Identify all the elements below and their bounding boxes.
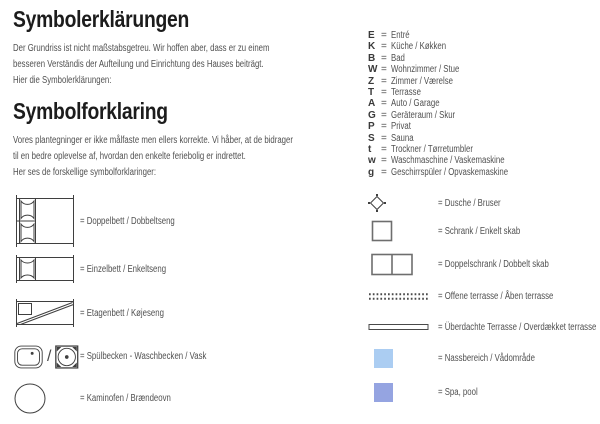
abbr-letter: A [368, 98, 376, 110]
wood-stove-icon [13, 383, 49, 414]
abbr-text: Geräteraum / Skur [391, 109, 456, 121]
legend-row-bunk-bed [13, 298, 188, 328]
legend-label: = Nassbereich / Vådområde [438, 353, 535, 364]
abbr-letter: S [368, 132, 375, 144]
abbr-row-terrasse [368, 87, 541, 98]
abbr-letter: G [368, 109, 376, 121]
abbr-row-sauna [368, 133, 541, 144]
equals-sign: = [381, 155, 387, 167]
sink-basin-icon [13, 342, 44, 372]
intro-line: Hier die Symbolerklärungen: [13, 75, 112, 86]
covered-terrace-icon [368, 323, 430, 331]
slash-separator: / [47, 347, 52, 365]
abbr-text: Wohnzimmer / Stue [391, 64, 460, 76]
abbr-row-waschmaschine [368, 155, 541, 166]
intro-line: til en bedre oplevelse af, hvordan den enkelte feriebolig er indrettet. [13, 151, 246, 162]
abbr-row-geraeteraum [368, 110, 541, 121]
abbr-row-bad [368, 53, 541, 64]
intro-line: besseren Verständis der Aufteilung und Einrichtung des Hauses beiträgt. [13, 59, 264, 70]
equals-sign: = [381, 98, 387, 110]
abbr-letter: W [368, 64, 378, 76]
legend-label: = Doppelbett / Dobbeltseng [80, 215, 175, 227]
abbr-row-entre [368, 30, 541, 41]
abbr-text: Bad [391, 52, 405, 64]
equals-sign: = [381, 75, 387, 87]
abbreviation-list [368, 30, 541, 178]
abbr-text: Terrasse [391, 86, 421, 98]
legend-row-open-terrace [368, 291, 586, 301]
legend-row-single-bed [13, 254, 190, 284]
legend-label: = Doppelschrank / Dobbelt skab [438, 259, 549, 270]
legend-label: = Spa, pool [438, 387, 478, 398]
page-title-danish: Symbolforklaring [13, 98, 168, 124]
legend-row-wood-stove [13, 383, 196, 414]
double-cabinet-icon [371, 253, 414, 276]
legend-label: = Etagenbett / Køjeseng [80, 307, 164, 319]
equals-sign: = [381, 166, 387, 178]
legend-row-covered-terrace [368, 323, 600, 331]
abbr-row-kueche [368, 41, 541, 52]
equals-sign: = [381, 64, 387, 76]
abbr-row-privat [368, 121, 541, 132]
intro-paragraph-danish [13, 133, 293, 181]
abbr-text: Entré [391, 30, 410, 41]
abbr-row-geschirrspueler [368, 167, 541, 178]
equals-sign: = [381, 121, 387, 133]
abbr-text: Zimmer / Værelse [391, 75, 453, 87]
page-title-german: Symbolerklärungen [13, 6, 190, 32]
legend-row-double-bed [13, 194, 201, 248]
bunk-bed-icon [13, 298, 77, 328]
equals-sign: = [381, 109, 387, 121]
intro-line: Der Grundriss ist nicht maßstabsgetreu. Wir hoffen aber, dass er zu einem [13, 43, 270, 54]
legend-label: = Schrank / Enkelt skab [438, 225, 521, 237]
wet-area-icon [374, 349, 393, 368]
abbr-letter: t [368, 143, 372, 155]
shower-icon [368, 194, 386, 212]
abbr-text: Privat [391, 121, 411, 133]
single-bed-icon [13, 254, 77, 284]
double-bed-icon [13, 194, 77, 248]
single-cabinet-icon [371, 220, 393, 242]
spa-pool-icon [374, 383, 393, 402]
equals-sign: = [381, 143, 387, 155]
abbr-row-zimmer [368, 76, 541, 87]
equals-sign: = [381, 132, 387, 144]
round-sink-icon [54, 343, 80, 371]
legend-label: = Offene terrasse / Åben terrasse [438, 290, 554, 302]
legend-row-shower [368, 194, 518, 212]
equals-sign: = [381, 52, 387, 64]
legend-row-cabinet [368, 220, 543, 242]
abbr-text: Waschmaschine / Vaskemaskine [391, 155, 505, 167]
abbr-letter: Z [368, 75, 375, 87]
intro-paragraph-german [13, 41, 269, 89]
abbr-letter: E [368, 30, 375, 41]
abbr-text: Auto / Garage [391, 98, 440, 110]
legend-row-spa-pool [368, 383, 489, 402]
abbr-text: Küche / Køkken [391, 41, 447, 53]
abbr-row-auto [368, 98, 541, 109]
abbr-text: Sauna [391, 132, 414, 144]
legend-row-sink [13, 341, 242, 372]
abbr-letter: B [368, 52, 376, 64]
abbr-letter: g [368, 166, 375, 178]
abbr-text: Trockner / Tørretumbler [391, 143, 473, 155]
abbr-letter: w [368, 155, 376, 167]
legend-label: = Kaminofen / Brændeovn [80, 393, 171, 404]
abbr-text: Geschirrspüler / Opvaskemaskine [391, 166, 509, 178]
legend-label: = Einzelbett / Enkeltseng [80, 263, 167, 275]
legend-label: = Überdachte Terrasse / Overdækket terrasse [438, 321, 597, 333]
equals-sign: = [381, 86, 387, 98]
legend-label: = Dusche / Bruser [438, 197, 501, 209]
intro-line: Her ses de forskellige symbolforklaringer: [13, 167, 157, 178]
legend-row-double-cabinet [368, 253, 580, 276]
abbr-letter: K [368, 41, 376, 53]
abbr-row-trockner [368, 144, 541, 155]
abbr-letter: T [368, 86, 375, 98]
legend-label: = Spülbecken - Waschbecken / Vask [80, 351, 207, 362]
legend-row-wet-area [368, 349, 562, 368]
equals-sign: = [381, 41, 387, 53]
intro-line: Vores plantegninger er ikke målfaste men ellers korrekte. Vi håber, at de bidrager [13, 135, 293, 146]
equals-sign: = [381, 30, 387, 41]
abbr-letter: P [368, 121, 375, 133]
open-terrace-icon [368, 292, 430, 301]
abbr-row-wohnzimmer [368, 64, 541, 75]
